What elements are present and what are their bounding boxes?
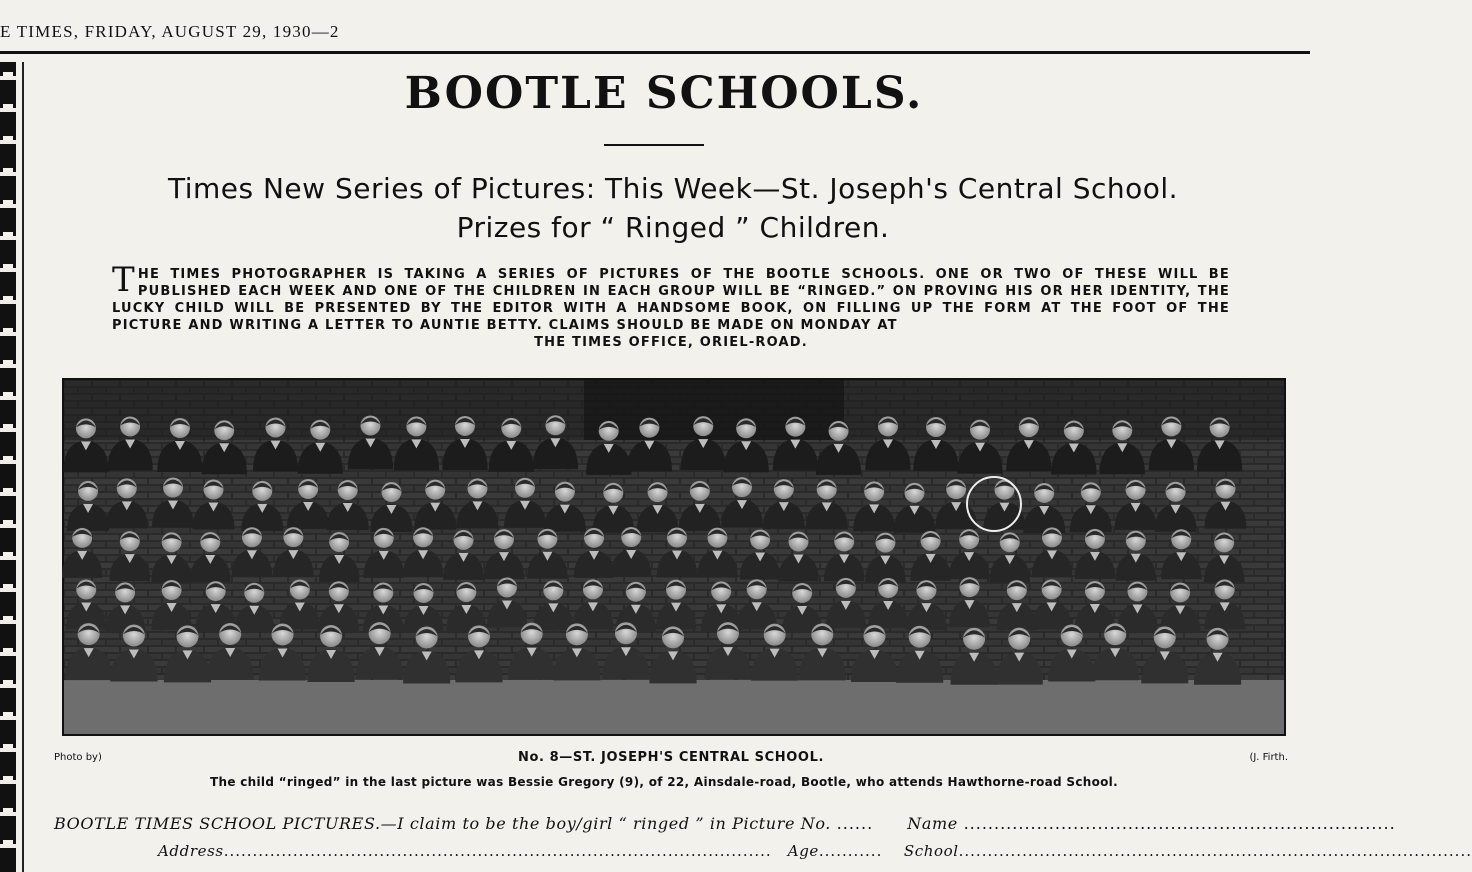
intro-last-line: THE TIMES OFFICE, ORIEL-ROAD. [534, 335, 808, 350]
name-field[interactable]: ....................................................................... [963, 814, 1396, 833]
headline-rule [604, 144, 704, 146]
address-label: Address [158, 842, 224, 860]
school-field[interactable]: ......................................................................................... [958, 842, 1472, 860]
group-photo-image [64, 380, 1284, 734]
claim-form-line-1 [54, 814, 1396, 833]
masthead: E TIMES, FRIDAY, AUGUST 29, 1930—2 [0, 22, 340, 41]
school-label: School [903, 842, 959, 860]
subheadline-line-2: Prizes for “ Ringed ” Children. [456, 211, 890, 244]
masthead-rule [0, 51, 1310, 54]
claim-form-line-2 [158, 842, 1472, 860]
subheadline-line-1: Times New Series of Pictures: This Week—St. Joseph's Central School. [167, 172, 1179, 205]
photo-caption: No. 8—ST. JOSEPH'S CENTRAL SCHOOL. [517, 750, 824, 765]
last-ringed-note: The child “ringed” in the last picture was Bessie Gregory (9), of 22, Ainsdale-road, Bootle, who attends Hawthorne-road School. [210, 775, 1118, 789]
photo-credit-left: Photo by) [54, 752, 102, 763]
address-field[interactable]: ............................................................................................... [223, 842, 772, 860]
intro-dropcap: T [112, 260, 136, 300]
headline: BOOTLE SCHOOLS. [404, 68, 924, 119]
photo-credit-right: (J. Firth. [1249, 752, 1288, 763]
left-decorative-border [0, 62, 16, 872]
age-field[interactable]: ........... [818, 842, 883, 860]
school-group-photo [62, 378, 1286, 736]
claim-form-label: BOOTLE TIMES SCHOOL PICTURES.—I claim to be the boy/girl “ ringed ” in Picture No. [54, 814, 831, 833]
left-column-rule [22, 62, 24, 872]
picture-number-field[interactable]: ...... [836, 814, 874, 833]
name-label: Name [907, 814, 958, 833]
intro-paragraph [112, 260, 1230, 351]
age-label: Age [787, 842, 819, 860]
intro-body: HE TIMES PHOTOGRAPHER IS TAKING A SERIES OF PICTURES OF THE BOOTLE SCHOOLS. ONE OR TWO OF THESE WILL BE PUBLISHED EACH WEEK AND ONE OF THE CHILDREN IN EACH GROUP WILL BE “RINGED.” ON PROVING HIS OR HER IDENTITY, THE LUCKY CHILD WILL BE PRESENTED BY THE EDITOR WITH A HANDSOME BOOK, ON FILLING UP THE FORM AT THE FOOT OF THE PICTURE AND WRITING A LETTER TO AUNTIE BETTY. CLAIMS SHOULD BE MADE ON MONDAY AT [112, 267, 1230, 333]
photo-caption-row [54, 752, 1288, 768]
